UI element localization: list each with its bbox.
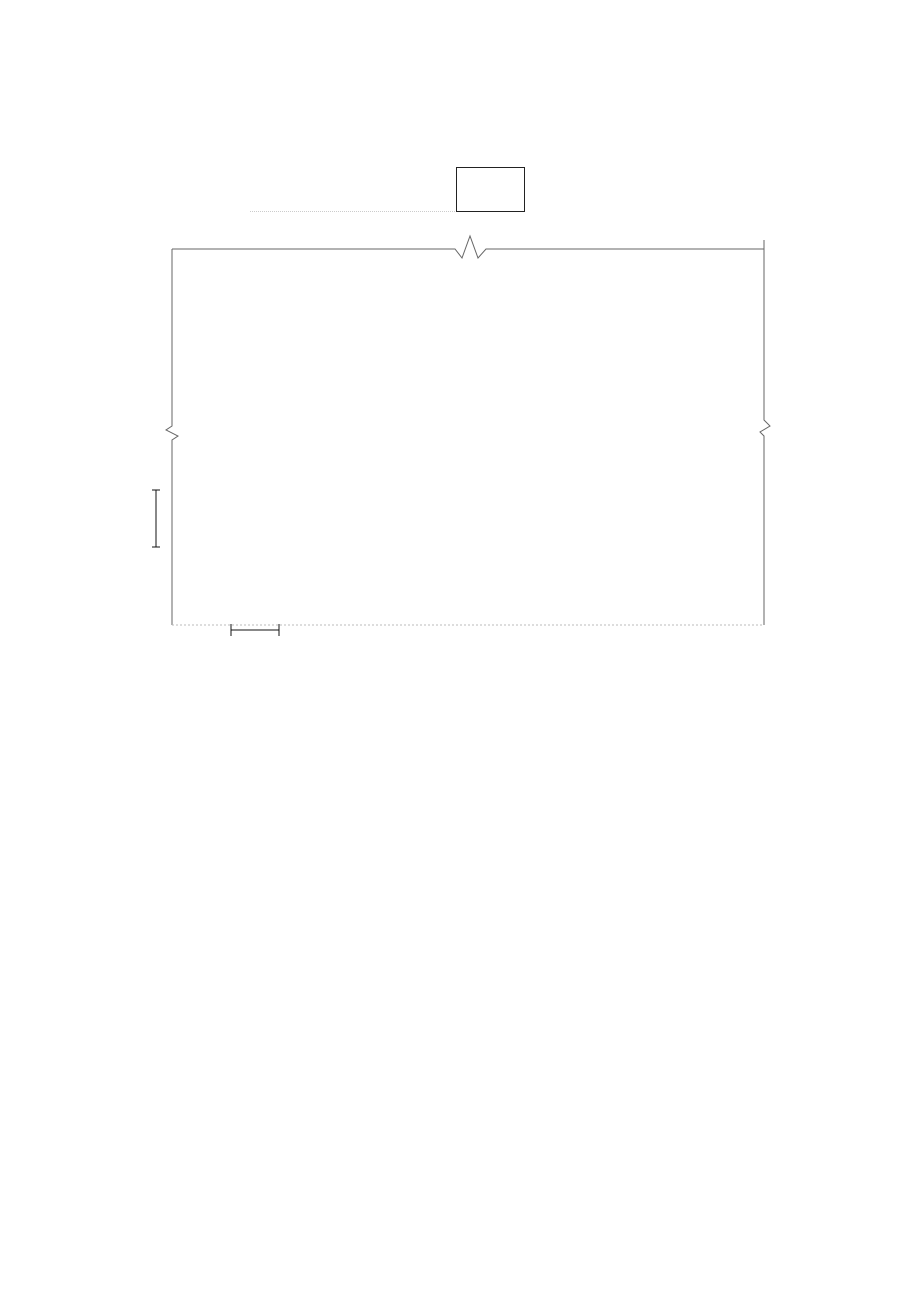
top-break-line bbox=[172, 236, 764, 258]
vertical-dimension bbox=[152, 490, 160, 547]
horizontal-dimension bbox=[231, 624, 279, 636]
break-lines bbox=[166, 236, 770, 625]
left-break-line bbox=[166, 249, 178, 625]
right-break-line bbox=[760, 240, 770, 625]
